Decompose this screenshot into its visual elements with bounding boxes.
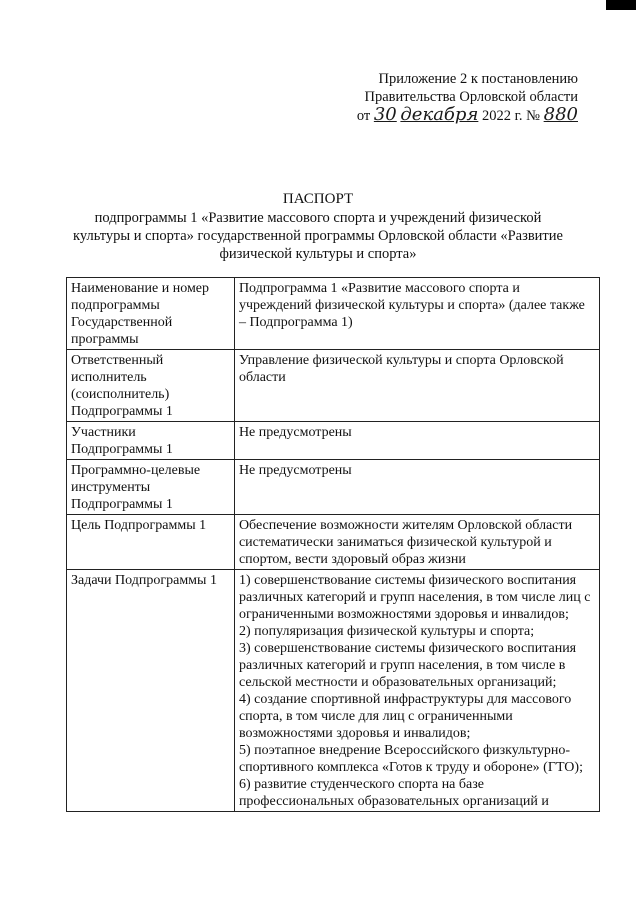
document-subtitle bbox=[60, 209, 576, 263]
row-label: Ответственный исполнитель (соисполнитель) Подпрограммы 1 bbox=[67, 350, 235, 422]
handwritten-day: 30 bbox=[373, 104, 397, 125]
tasks-list bbox=[234, 570, 599, 812]
task-item: 4) создание спортивной инфраструктуры для массового спорта, в том числе для лиц с ограниченными возможностями здоровья и инвалидов; bbox=[238, 692, 572, 741]
table-row bbox=[67, 422, 600, 460]
row-value: Не предусмотрены bbox=[234, 460, 599, 515]
table-row bbox=[67, 350, 600, 422]
task-item: 3) совершенствование системы физического воспитания различных категорий и групп населения, в том числе в сельской местности и образовательных организаций; bbox=[238, 641, 577, 690]
appendix-block bbox=[348, 70, 578, 125]
row-value: Подпрограмма 1 «Развитие массового спорта и учреждений физической культуры и спорта» (далее также – Подпрограмма 1) bbox=[234, 278, 599, 350]
handwritten-month: декабря bbox=[400, 104, 479, 125]
date-year: 2022 г. № bbox=[481, 108, 541, 124]
row-label: Программно-целевые инструменты Подпрограммы 1 bbox=[67, 460, 235, 515]
date-prefix: от bbox=[356, 108, 371, 124]
row-label: Наименование и номер подпрограммы Государственной программы bbox=[67, 278, 235, 350]
passport-table bbox=[66, 277, 600, 812]
row-value: Управление физической культуры и спорта Орловской области bbox=[234, 350, 599, 422]
row-label: Участники Подпрограммы 1 bbox=[67, 422, 235, 460]
page-corner-mark bbox=[606, 0, 636, 10]
appendix-date-line bbox=[348, 106, 578, 125]
row-label: Задачи Подпрограммы 1 bbox=[67, 570, 235, 812]
document-title: ПАСПОРТ bbox=[282, 191, 354, 207]
handwritten-number: 880 bbox=[543, 104, 578, 125]
table-row-tasks bbox=[67, 570, 600, 812]
row-value: Не предусмотрены bbox=[234, 422, 599, 460]
task-item: 1) совершенствование системы физического воспитания различных категорий и групп населения, в том числе лиц с ограниченными возможностями здоровья и инвалидов; bbox=[238, 573, 591, 622]
subtitle-line: физической культуры и спорта» bbox=[219, 246, 417, 262]
row-value: Обеспечение возможности жителям Орловской области систематически заниматься физической культурой и спортом, вести здоровый образ жизни bbox=[234, 515, 599, 570]
subtitle-line: подпрограммы 1 «Развитие массового спорта и учреждений физической bbox=[94, 210, 542, 226]
table-row bbox=[67, 278, 600, 350]
row-label: Цель Подпрограммы 1 bbox=[67, 515, 235, 570]
table-row bbox=[67, 460, 600, 515]
table-row bbox=[67, 515, 600, 570]
task-item: 5) поэтапное внедрение Всероссийского физкультурно-спортивного комплекса «Готов к труду и обороне» (ГТО); bbox=[238, 743, 583, 775]
task-item: 6) развитие студенческого спорта на базе профессиональных образовательных организаций и bbox=[238, 777, 549, 809]
appendix-line-2: Правительства Орловской области bbox=[364, 89, 578, 105]
task-item: 2) популяризация физической культуры и спорта; bbox=[238, 624, 535, 639]
appendix-line-1: Приложение 2 к постановлению bbox=[378, 71, 578, 87]
subtitle-line: культуры и спорта» государственной программы Орловской области «Развитие bbox=[73, 228, 563, 244]
